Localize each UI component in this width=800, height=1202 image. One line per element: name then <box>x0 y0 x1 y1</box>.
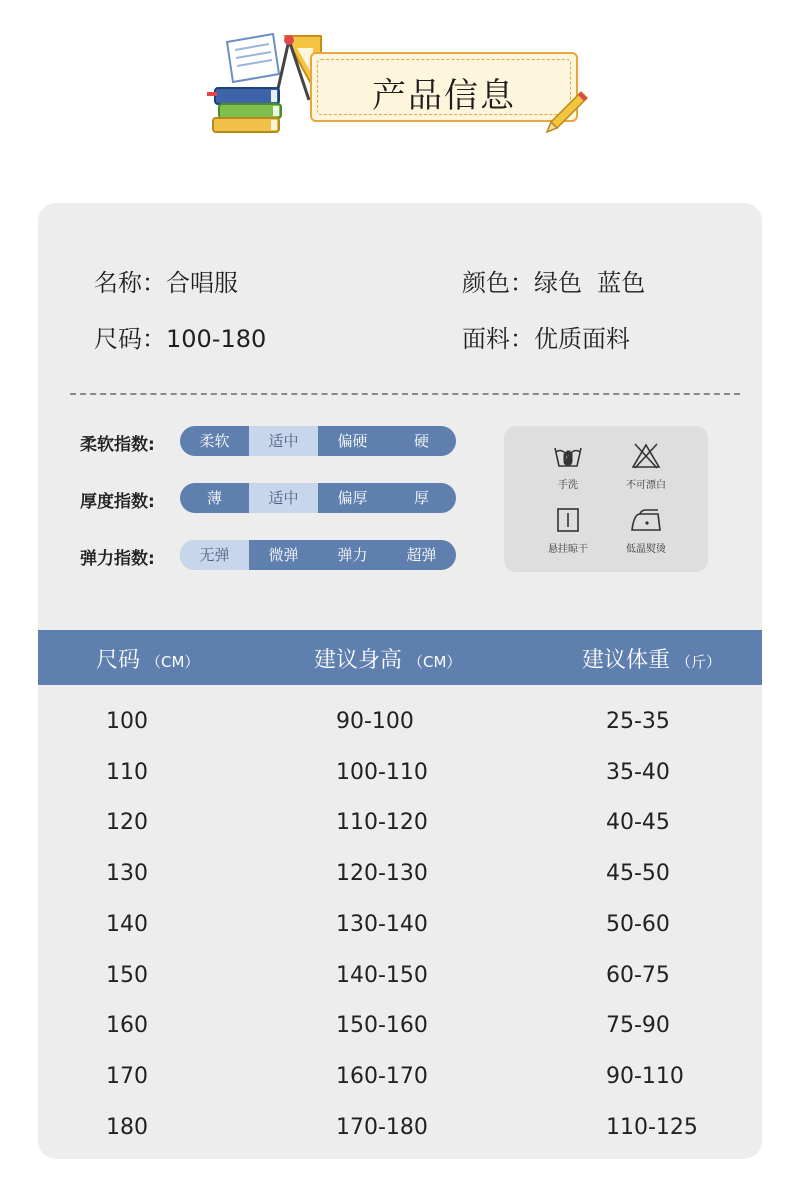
care-label: 低温熨烫 <box>626 544 666 555</box>
size-cell: 110 <box>106 759 148 785</box>
hang-dry-icon <box>552 506 584 534</box>
index-option: 偏硬 <box>337 432 368 450</box>
care-item-no-bleach <box>606 442 686 491</box>
name-label: 名称： <box>94 269 166 297</box>
header-size <box>96 643 199 674</box>
name-value: 合唱服 <box>166 269 238 297</box>
header-label: 建议身高 <box>314 648 403 673</box>
index-option-selected: 无弹 <box>180 540 249 570</box>
size-cell: 120 <box>106 810 148 836</box>
header-unit: （CM） <box>408 653 462 671</box>
header-unit: （CM） <box>146 653 200 671</box>
height-cell: 120-130 <box>336 861 428 887</box>
header-label: 建议体重 <box>582 648 671 673</box>
index-option: 厚 <box>413 489 429 507</box>
size-cell: 150 <box>106 962 148 988</box>
low-iron-icon <box>628 506 664 534</box>
color-value: 绿色 蓝色 <box>534 269 646 297</box>
color-field <box>462 263 645 298</box>
weight-cell: 90-110 <box>606 1063 684 1089</box>
index-option: 薄 <box>206 489 222 507</box>
size-field <box>94 319 266 354</box>
height-cell: 130-140 <box>336 911 428 937</box>
size-cell: 160 <box>106 1013 148 1039</box>
index-option: 超弹 <box>406 546 437 564</box>
size-cell: 100 <box>106 709 148 734</box>
care-instructions-panel <box>504 426 708 572</box>
height-cell: 150-160 <box>336 1013 428 1039</box>
size-cell: 180 <box>106 1114 148 1140</box>
index-scale <box>180 540 456 570</box>
hand-wash-icon <box>552 442 584 470</box>
height-cell: 100-110 <box>336 759 428 785</box>
index-scale <box>180 426 456 456</box>
header-height <box>314 643 461 674</box>
product-info-card <box>38 203 762 1159</box>
weight-cell: 60-75 <box>606 962 670 988</box>
table-row <box>38 1115 762 1159</box>
care-item-low-iron <box>606 506 686 555</box>
index-option: 弹力 <box>337 546 368 564</box>
fabric-label: 面料： <box>462 325 534 353</box>
index-option: 微弹 <box>268 546 299 564</box>
weight-cell: 45-50 <box>606 861 670 887</box>
size-cell: 130 <box>106 861 148 887</box>
pencil-icon <box>545 90 589 134</box>
index-option-selected: 适中 <box>249 483 318 513</box>
care-label: 手洗 <box>558 480 578 491</box>
care-label: 悬挂晾干 <box>548 544 588 555</box>
index-option: 柔软 <box>199 432 230 450</box>
height-cell: 160-170 <box>336 1063 428 1089</box>
weight-cell: 25-35 <box>606 709 670 734</box>
weight-cell: 50-60 <box>606 911 670 937</box>
table-row <box>38 1013 762 1063</box>
table-row <box>38 810 762 860</box>
height-cell: 140-150 <box>336 962 428 988</box>
weight-cell: 40-45 <box>606 810 670 836</box>
height-cell: 170-180 <box>336 1114 428 1140</box>
size-value: 100-180 <box>166 325 267 353</box>
index-label: 弹力指数: <box>80 549 155 569</box>
index-label: 厚度指数: <box>80 492 155 512</box>
weight-cell: 75-90 <box>606 1013 670 1039</box>
weight-cell: 35-40 <box>606 759 670 785</box>
size-label: 尺码： <box>94 325 166 353</box>
size-table-header <box>38 630 762 685</box>
table-row <box>38 912 762 962</box>
height-cell: 90-100 <box>336 709 414 734</box>
dashed-divider <box>70 393 740 395</box>
header-weight <box>582 643 721 674</box>
title-banner <box>310 52 578 122</box>
index-option-selected: 适中 <box>249 426 318 456</box>
table-row <box>38 861 762 911</box>
care-item-hang-dry <box>528 506 608 555</box>
table-row <box>38 760 762 810</box>
color-label: 颜色： <box>462 269 534 297</box>
care-label: 不可漂白 <box>626 480 666 491</box>
header-label: 尺码 <box>96 648 141 673</box>
no-bleach-icon <box>630 442 662 470</box>
table-row <box>38 963 762 1013</box>
size-cell: 140 <box>106 911 148 937</box>
height-cell: 110-120 <box>336 810 428 836</box>
index-label: 柔软指数: <box>80 435 155 455</box>
size-cell: 170 <box>106 1063 148 1089</box>
fabric-field <box>462 319 630 354</box>
header-unit: （斤） <box>676 653 722 671</box>
index-scale <box>180 483 456 513</box>
table-row <box>38 709 762 759</box>
name-field <box>94 263 238 298</box>
fabric-value: 优质面料 <box>534 325 630 353</box>
table-row <box>38 1064 762 1114</box>
page-title: 产品信息 <box>372 76 516 116</box>
care-item-hand-wash <box>528 442 608 491</box>
page-header <box>0 0 800 150</box>
index-option: 偏厚 <box>337 489 368 507</box>
weight-cell: 110-125 <box>606 1114 698 1140</box>
index-option: 硬 <box>413 432 429 450</box>
